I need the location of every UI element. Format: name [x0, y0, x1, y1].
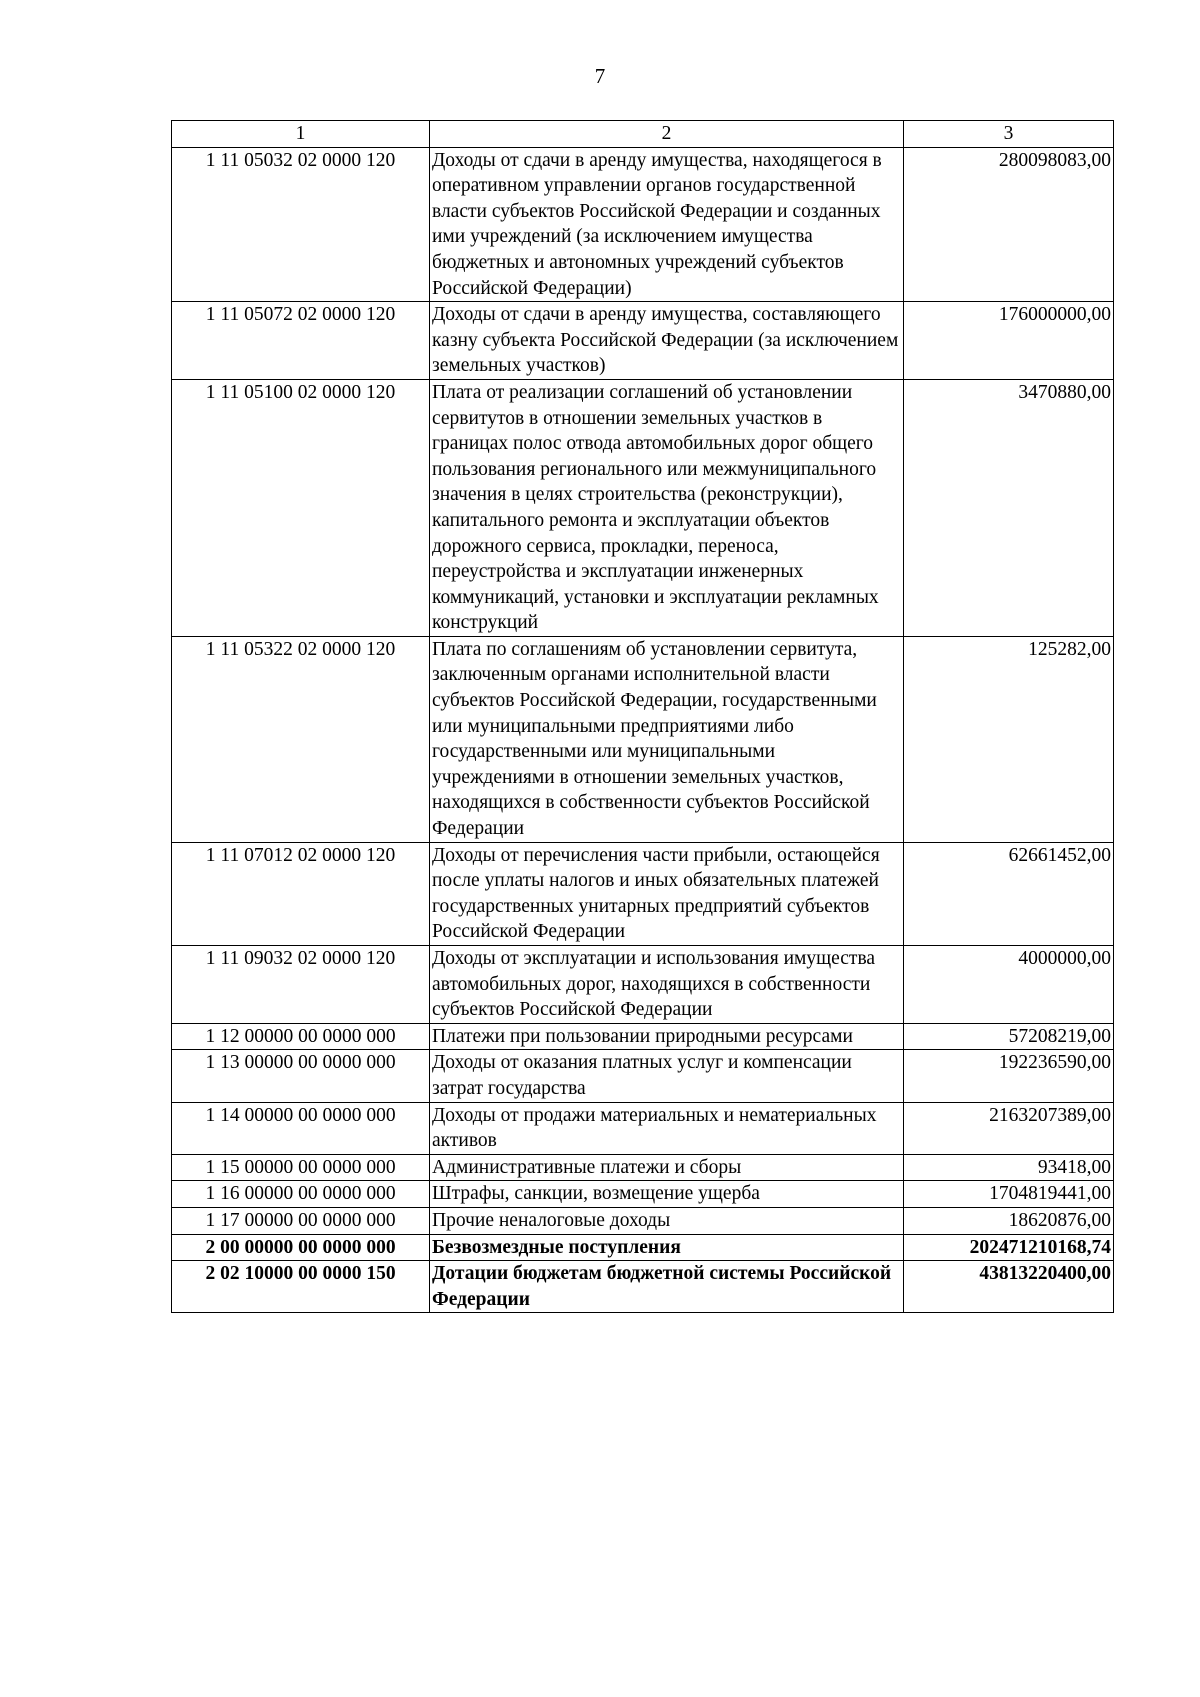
revenue-amount: 192236590,00 — [904, 1050, 1114, 1102]
table-row — [172, 1023, 1114, 1050]
table-header — [172, 121, 1114, 148]
revenue-code: 1 13 00000 00 0000 000 — [172, 1050, 430, 1102]
revenue-amount: 4000000,00 — [904, 946, 1114, 1024]
revenue-code: 2 02 10000 00 0000 150 — [172, 1261, 430, 1313]
revenue-code: 1 11 07012 02 0000 120 — [172, 842, 430, 945]
table-row — [172, 946, 1114, 1024]
table-row — [172, 1181, 1114, 1208]
revenue-amount: 57208219,00 — [904, 1023, 1114, 1050]
revenue-name: Доходы от перечисления части прибыли, остающейся после уплаты налогов и иных обязательных платежей государственных унитарных предприятий субъектов Российской Федерации — [430, 842, 904, 945]
revenue-name: Платежи при пользовании природными ресурсами — [430, 1023, 904, 1050]
revenue-code: 1 12 00000 00 0000 000 — [172, 1023, 430, 1050]
revenue-name: Доходы от продажи материальных и нематериальных активов — [430, 1102, 904, 1154]
revenue-code: 1 11 05100 02 0000 120 — [172, 379, 430, 636]
table-row — [172, 636, 1114, 842]
revenue-code: 2 00 00000 00 0000 000 — [172, 1234, 430, 1261]
table-row — [172, 1102, 1114, 1154]
revenue-code: 1 11 09032 02 0000 120 — [172, 946, 430, 1024]
revenue-amount: 62661452,00 — [904, 842, 1114, 945]
revenue-amount: 176000000,00 — [904, 302, 1114, 380]
revenue-name: Плата по соглашениям об установлении сервитута, заключенным органами исполнительной власти субъектов Российской Федерации, государственными или муниципальными предприятиями либо государственными или муниципальными учреждениями в отношении земельных участков, находящихся в собственности субъектов Российской Федерации — [430, 636, 904, 842]
table-row — [172, 842, 1114, 945]
revenue-code: 1 17 00000 00 0000 000 — [172, 1207, 430, 1234]
revenue-amount: 202471210168,74 — [904, 1234, 1114, 1261]
revenue-table — [171, 120, 1114, 1313]
revenue-name: Доходы от сдачи в аренду имущества, составляющего казну субъекта Российской Федерации (за исключением земельных участков) — [430, 302, 904, 380]
table-row — [172, 379, 1114, 636]
revenue-code: 1 14 00000 00 0000 000 — [172, 1102, 430, 1154]
header-col-1: 1 — [172, 121, 430, 148]
revenue-amount: 3470880,00 — [904, 379, 1114, 636]
revenue-name: Доходы от оказания платных услуг и компенсации затрат государства — [430, 1050, 904, 1102]
page-number: 7 — [594, 64, 606, 88]
revenue-name: Дотации бюджетам бюджетной системы Российской Федерации — [430, 1261, 904, 1313]
revenue-name: Прочие неналоговые доходы — [430, 1207, 904, 1234]
revenue-amount: 2163207389,00 — [904, 1102, 1114, 1154]
header-row — [172, 121, 1114, 148]
revenue-code: 1 11 05032 02 0000 120 — [172, 147, 430, 302]
table-row — [172, 147, 1114, 302]
revenue-amount: 280098083,00 — [904, 147, 1114, 302]
header-col-3: 3 — [904, 121, 1114, 148]
revenue-name: Плата от реализации соглашений об установлении сервитутов в отношении земельных участков в границах полос отвода автомобильных дорог общего пользования регионального или межмуниципального значения в целях строительства (реконструкции), капитального ремонта и эксплуатации объектов дорожного сервиса, прокладки, переноса, переустройства и эксплуатации инженерных коммуникаций, установки и эксплуатации рекламных конструкций — [430, 379, 904, 636]
table-row — [172, 1207, 1114, 1234]
table-row-total — [172, 1234, 1114, 1261]
revenue-code: 1 15 00000 00 0000 000 — [172, 1154, 430, 1181]
revenue-code: 1 11 05072 02 0000 120 — [172, 302, 430, 380]
revenue-name: Доходы от эксплуатации и использования имущества автомобильных дорог, находящихся в собственности субъектов Российской Федерации — [430, 946, 904, 1024]
revenue-name: Административные платежи и сборы — [430, 1154, 904, 1181]
revenue-amount: 125282,00 — [904, 636, 1114, 842]
revenue-amount: 93418,00 — [904, 1154, 1114, 1181]
table-row-total — [172, 1261, 1114, 1313]
table-row — [172, 1050, 1114, 1102]
revenue-name: Безвозмездные поступления — [430, 1234, 904, 1261]
revenue-amount: 43813220400,00 — [904, 1261, 1114, 1313]
revenue-amount: 18620876,00 — [904, 1207, 1114, 1234]
table-body — [172, 147, 1114, 1313]
revenue-code: 1 16 00000 00 0000 000 — [172, 1181, 430, 1208]
table-row — [172, 1154, 1114, 1181]
header-col-2: 2 — [430, 121, 904, 148]
revenue-code: 1 11 05322 02 0000 120 — [172, 636, 430, 842]
table-row — [172, 302, 1114, 380]
revenue-name: Штрафы, санкции, возмещение ущерба — [430, 1181, 904, 1208]
revenue-name: Доходы от сдачи в аренду имущества, находящегося в оперативном управлении органов государственной власти субъектов Российской Федерации и созданных ими учреждений (за исключением имущества бюджетных и автономных учреждений субъектов Российской Федерации) — [430, 147, 904, 302]
revenue-amount: 1704819441,00 — [904, 1181, 1114, 1208]
